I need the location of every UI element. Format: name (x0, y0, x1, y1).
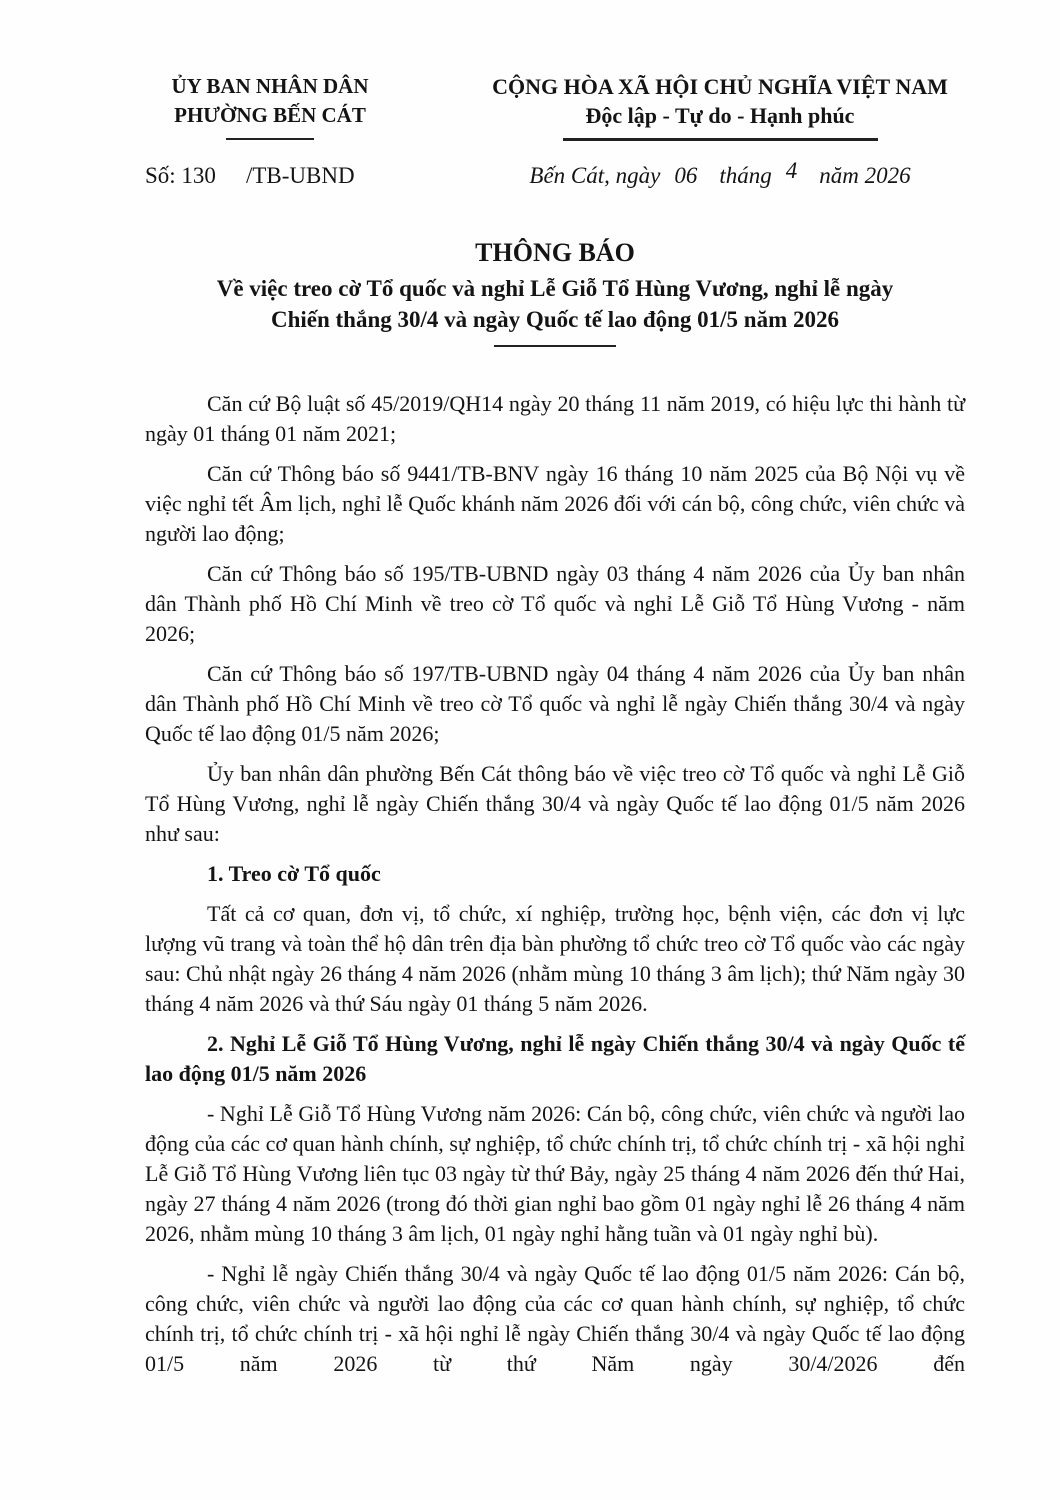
paragraph-legal-basis-4: Căn cứ Thông báo số 197/TB-UBND ngày 04 tháng 4 năm 2026 của Ủy ban nhân dân Thành phố Hồ Chí Minh về treo cờ Tổ quốc và nghỉ lễ ngày Chiến thắng 30/4 và ngày Quốc tế lao động 01/5 năm 2026; (145, 661, 965, 746)
notice-subject (145, 273, 965, 335)
paragraph-april30-may1-holiday: - Nghỉ lễ ngày Chiến thắng 30/4 và ngày Quốc tế lao động 01/5 năm 2026: Cán bộ, công chức, viên chức và người lao động của các cơ quan hành chính, sự nghiệp, tổ chức chính trị, tổ chức chính trị - xã hội nghỉ lễ ngày Chiến thắng 30/4 và ngày Quốc tế lao động 01/5 năm 2026 từ thứ Năm ngày 30/4/2026 đến (145, 1261, 965, 1376)
issuer-name: ỦY BAN NHÂN DÂN (171, 74, 369, 98)
date-day: 06 (674, 163, 698, 188)
notice-subject-line2: Chiến thắng 30/4 và ngày Quốc tế lao động 01/5 năm 2026 (270, 307, 840, 332)
doc-number (145, 163, 395, 189)
section-heading-1: 1. Treo cờ Tổ quốc (207, 861, 381, 886)
letterhead (145, 72, 965, 141)
national-block (475, 72, 965, 141)
notice-subject-line1: Về việc treo cờ Tổ quốc và nghỉ Lễ Giỗ Tổ Hùng Vương, nghỉ lễ ngày (216, 276, 894, 301)
doc-number-value: Số: 130 (145, 163, 216, 188)
national-title: CỘNG HÒA XÃ HỘI CHỦ NGHĨA VIỆT NAM (492, 74, 948, 99)
paragraph-legal-basis-1: Căn cứ Bộ luật số 45/2019/QH14 ngày 20 tháng 11 năm 2019, có hiệu lực thi hành từ ngày 01 tháng 01 năm 2021; (145, 391, 965, 446)
paragraph-announcement: Ủy ban nhân dân phường Bến Cát thông báo về việc treo cờ Tổ quốc và nghỉ Lễ Giỗ Tổ Hùng Vương, nghỉ lễ ngày Chiến thắng 30/4 và ngày Quốc tế lao động 01/5 năm 2026 như sau: (145, 761, 965, 846)
motto-underline (563, 138, 878, 141)
title-block (145, 237, 965, 347)
paragraph-flag-days: Tất cả cơ quan, đơn vị, tổ chức, xí nghiệp, trường học, bệnh viện, các đơn vị lực lượng vũ trang và toàn thể hộ dân trên địa bàn phường tổ chức treo cờ Tổ quốc vào các ngày sau: Chủ nhật ngày 26 tháng 4 năm 2026 (nhằm mùng 10 tháng 3 âm lịch); thứ Năm ngày 30 tháng 4 năm 2026 và thứ Sáu ngày 01 tháng 5 năm 2026. (145, 901, 965, 1016)
national-motto: Độc lập - Tự do - Hạnh phúc (585, 103, 855, 128)
issuer-block (145, 72, 395, 140)
paragraph-hung-vuong-holiday: - Nghỉ Lễ Giỗ Tổ Hùng Vương năm 2026: Cán bộ, công chức, viên chức và người lao động của các cơ quan hành chính, sự nghiệp, tổ chức chính trị, tổ chức chính trị - xã hội nghỉ Lễ Giỗ Tổ Hùng Vương liên tục 03 ngày từ thứ Bảy, ngày 25 tháng 4 năm 2026 đến thứ Hai, ngày 27 tháng 4 năm 2026 (trong đó thời gian nghỉ bao gồm 01 ngày nghỉ lễ 26 tháng 4 năm 2026, nhằm mùng 10 tháng 3 âm lịch, 01 ngày nghỉ hằng tuần và 01 ngày nghỉ bù). (145, 1101, 965, 1246)
number-date-row (145, 158, 965, 189)
date-place: Bến Cát, ngày (529, 163, 661, 188)
section-heading-2: 2. Nghỉ Lễ Giỗ Tổ Hùng Vương, nghỉ lễ ngày Chiến thắng 30/4 và ngày Quốc tế lao động 01/5 năm 2026 (145, 1031, 965, 1086)
date-year: năm 2026 (819, 163, 911, 188)
paragraph-legal-basis-3: Căn cứ Thông báo số 195/TB-UBND ngày 03 tháng 4 năm 2026 của Ủy ban nhân dân Thành phố Hồ Chí Minh về treo cờ Tổ quốc và nghỉ Lễ Giỗ Tổ Hùng Vương - năm 2026; (145, 561, 965, 646)
title-underline (494, 345, 616, 347)
issue-date (475, 158, 965, 189)
notice-body (145, 389, 965, 1379)
issuer-underline (226, 138, 314, 140)
date-month: 4 (785, 158, 798, 183)
notice-title: THÔNG BÁO (475, 238, 635, 267)
doc-number-suffix: /TB-UBND (245, 163, 355, 188)
paragraph-legal-basis-2: Căn cứ Thông báo số 9441/TB-BNV ngày 16 tháng 10 năm 2025 của Bộ Nội vụ về việc nghỉ tết Âm lịch, nghỉ lễ Quốc khánh năm 2026 đối với cán bộ, công chức, viên chức và người lao động; (145, 461, 965, 546)
date-month-label: tháng (719, 163, 772, 188)
issuer-locality: PHƯỜNG BẾN CÁT (174, 103, 366, 127)
